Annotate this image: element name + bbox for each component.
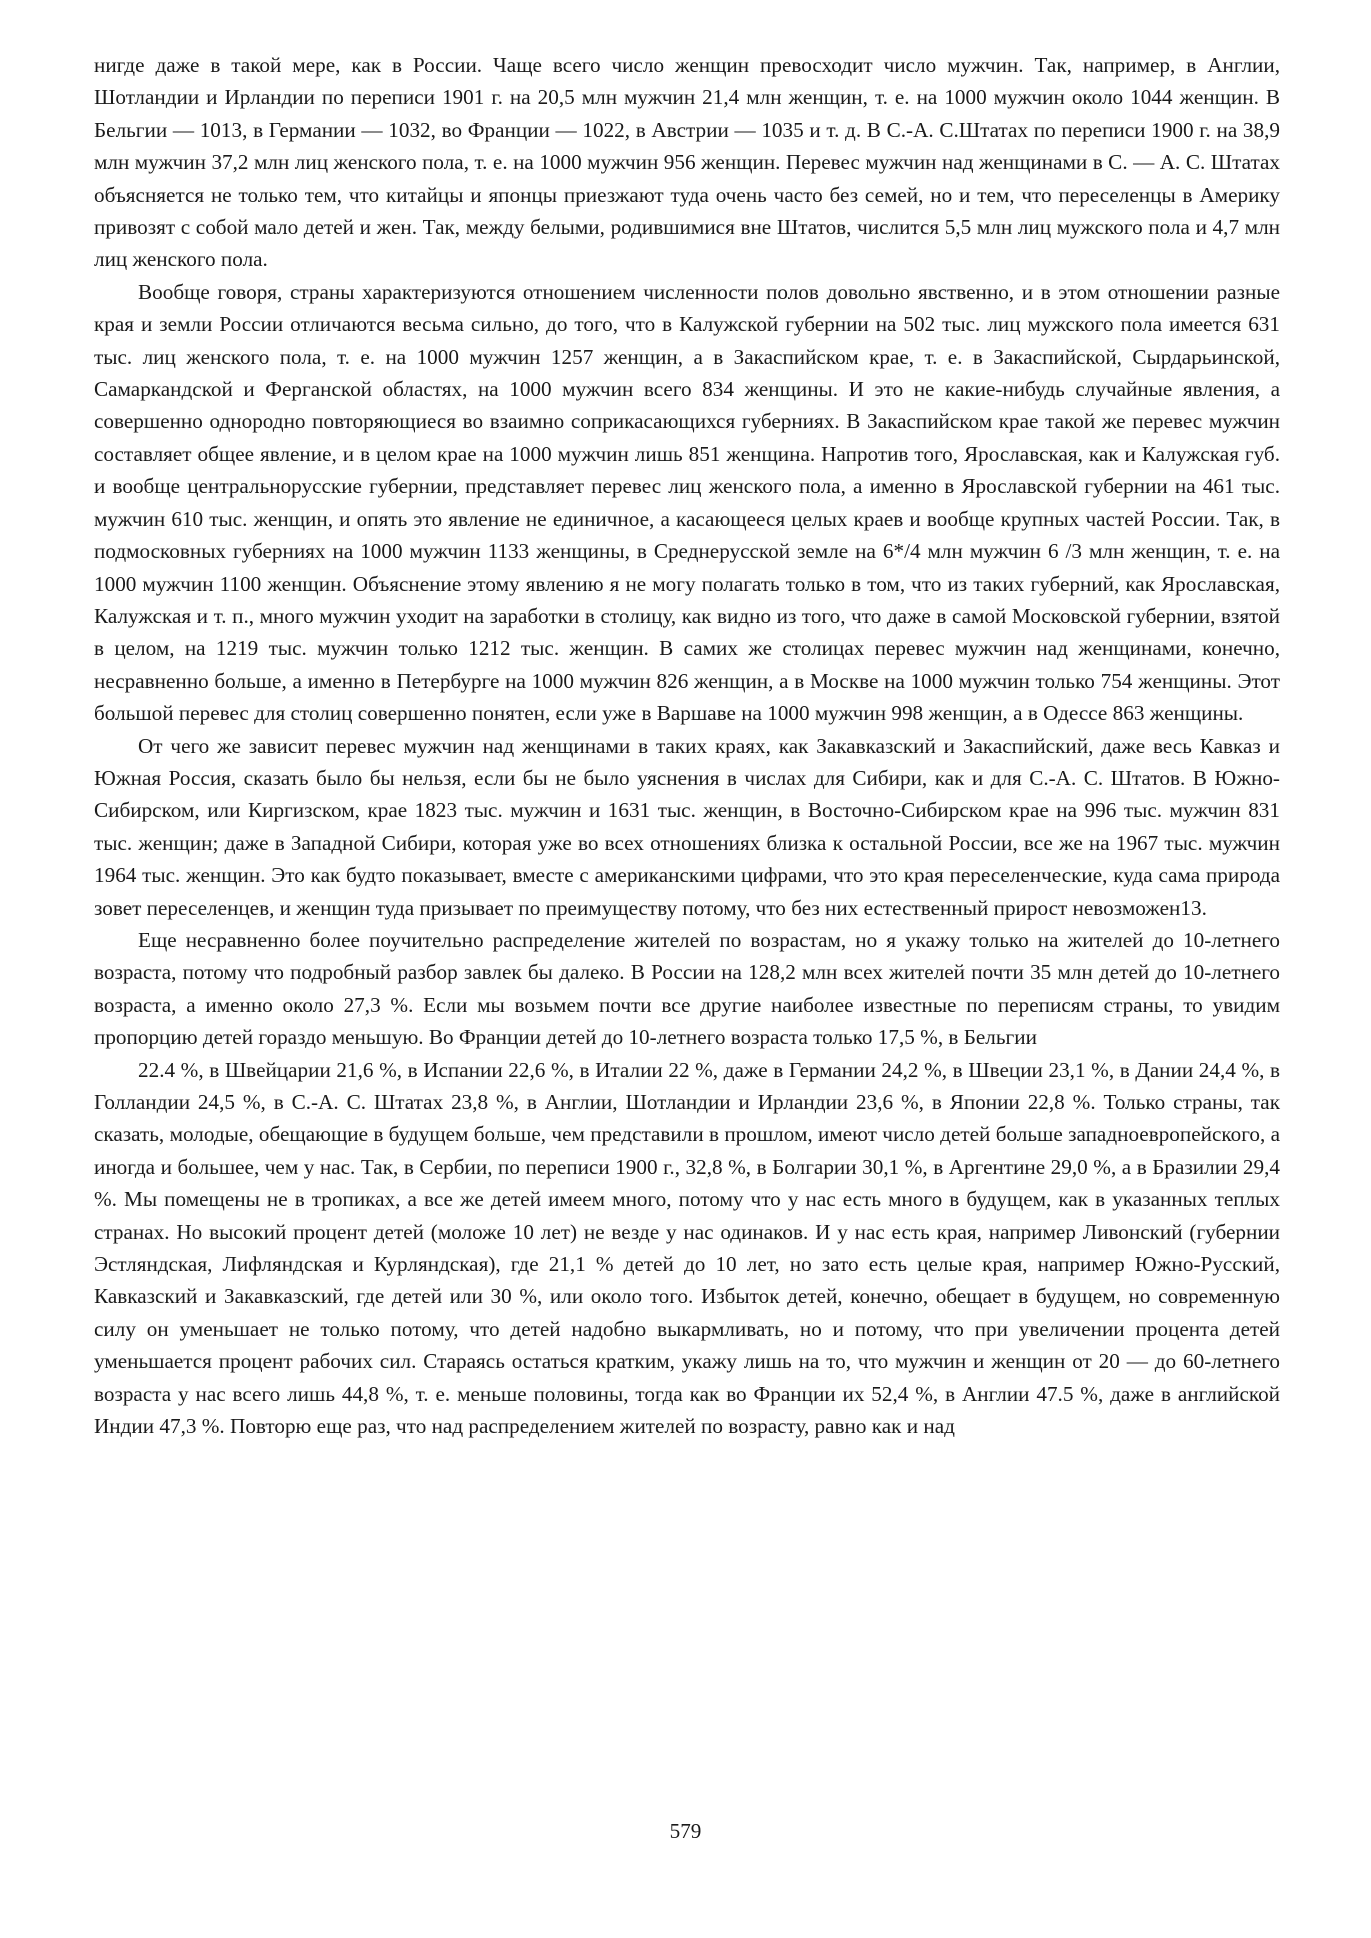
paragraph-3: От чего же зависит перевес мужчин над женщинами в таких краях, как Закавказский и Закаспийский, даже весь Кавказ и Южная Россия, сказать было бы нельзя, если бы не было уяснения в числах для Сибири, как и для С.-А. С. Штатов. В Южно-Сибирском, или Киргизском, крае 1823 тыс. мужчин и 1631 тыс. женщин, в Восточно-Сибирском крае на 996 тыс. мужчин 831 тыс. женщин; даже в Западной Сибири, которая уже во всех отношениях близка к остальной России, все же на 1967 тыс. мужчин 1964 тыс. женщин. Это как будто показывает, вместе с американскими цифрами, что это края переселенческие, куда сама природа зовет переселенцев, и женщин туда призывает по преимуществу потому, что без них естественный прирост невозможен13. <box>94 733 1280 920</box>
page-number: 579 <box>669 1819 702 1843</box>
paragraph-1: нигде даже в такой мере, как в России. Чаще всего число женщин превосходит число мужчин. Так, например, в Англии, Шотландии и Ирландии по переписи 1901 г. на 20,5 млн мужчин 21,4 млн женщин, т. е. на 1000 мужчин около 1044 женщин. В Бельгии — 1013, в Германии — 1032, во Франции — 1022, в Австрии — 1035 и т. д. В С.-А. С.Штатах по переписи 1900 г. на 38,9 млн мужчин 37,2 млн лиц женского пола, т. е. на 1000 мужчин 956 женщин. Перевес мужчин над женщинами в С. — А. С. Штатах объясняется не только тем, что китайцы и японцы приезжают туда очень часто без семей, но и тем, что переселенцы в Америку привозят с собой мало детей и жен. Так, между белыми, родившимися вне Штатов, числится 5,5 млн лиц мужского пола и 4,7 млн лиц женского пола. <box>94 53 1280 272</box>
paragraph-2: Вообще говоря, страны характеризуются отношением численности полов довольно явственно, и в этом отношении разные края и земли России отличаются весьма сильно, до того, что в Калужской губернии на 502 тыс. лиц мужского пола имеется 631 тыс. лиц женского пола, т. е. на 1000 мужчин 1257 женщин, а в Закаспийском крае, т. е. в Закаспийской, Сырдарьинской, Самаркандской и Ферганской областях, на 1000 мужчин всего 834 женщины. И это не какие-нибудь случайные явления, а совершенно однородно повторяющиеся во взаимно соприкасающихся губерниях. В Закаспийском крае такой же перевес мужчин составляет общее явление, и в целом крае на 1000 мужчин лишь 851 женщина. Напротив того, Ярославская, как и Калужская губ. и вообще центральнорусские губернии, представляет перевес лиц женского пола, а именно в Ярославской губернии на 461 тыс. мужчин 610 тыс. женщин, и опять это явление не единичное, а касающееся целых краев и вообще крупных частей России. Так, в подмосковных губерниях на 1000 мужчин 1133 женщины, в Среднерусской земле на 6*/4 млн мужчин 6 /3 млн женщин, т. е. на 1000 мужчин 1100 женщин. Объяснение этому явлению я не могу полагать только в том, что из таких губерний, как Ярославская, Калужская и т. п., много мужчин уходит на заработки в столицу, как видно из того, что даже в самой Московской губернии, взятой в целом, на 1219 тыс. мужчин только 1212 тыс. женщин. В самих же столицах перевес мужчин над женщинами, конечно, несравненно больше, а именно в Петербурге на 1000 мужчин 826 женщин, а в Москве на 1000 мужчин только 754 женщины. Этот большой перевес для столиц совершенно понятен, если уже в Варшаве на 1000 мужчин 998 женщин, а в Одессе 863 женщины. <box>94 279 1280 726</box>
paragraph-5: 22.4 %, в Швейцарии 21,6 %, в Испании 22,6 %, в Италии 22 %, даже в Германии 24,2 %, в Швеции 23,1 %, в Дании 24,4 %, в Голландии 24,5 %, в С.-А. С. Штатах 23,8 %, в Англии, Шотландии и Ирландии 23,6 %, в Японии 22,8 %. Только страны, так сказать, молодые, обещающие в будущем больше, чем представили в прошлом, имеют число детей больше западноевропейского, а иногда и большее, чем у нас. Так, в Сербии, по переписи 1900 г., 32,8 %, в Болгарии 30,1 %, в Аргентине 29,0 %, а в Бразилии 29,4 %. Мы помещены не в тропиках, а все же детей имеем много, потому что у нас есть много в будущем, как в указанных теплых странах. Но высокий процент детей (моложе 10 лет) не везде у нас одинаков. И у нас есть края, например Ливонский (губернии Эстляндская, Лифляндская и Курляндская), где 21,1 % детей до 10 лет, но зато есть целые края, например Южно-Русский, Кавказский и Закавказский, где детей или 30 %, или около того. Избыток детей, конечно, обещает в будущем, но современную силу он уменьшает не только потому, что детей надобно выкармливать, но и потому, что при увеличении процента детей уменьшается процент рабочих сил. Стараясь остаться кратким, укажу лишь на то, что мужчин и женщин от 20 — до 60-летнего возраста у нас всего лишь 44,8 %, т. е. меньше половины, тогда как во Франции их 52,4 %, в Англии 47.5 %, даже в английской Индии 47,3 %. Повторю еще раз, что над распределением жителей по возрасту, равно как и над <box>94 1057 1280 1439</box>
page-body <box>94 49 1280 1442</box>
paragraph-4: Еще несравненно более поучительно распределение жителей по возрастам, но я укажу только на жителей до 10-летнего возраста, потому что подробный разбор завлек бы далеко. В России на 128,2 млн всех жителей почти 35 млн детей до 10-летнего возраста, а именно около 27,3 %. Если мы возьмем почти все другие наиболее известные по переписям страны, то увидим пропорцию детей гораздо меньшую. Во Франции детей до 10-летнего возраста только 17,5 %, в Бельгии <box>94 927 1280 1050</box>
